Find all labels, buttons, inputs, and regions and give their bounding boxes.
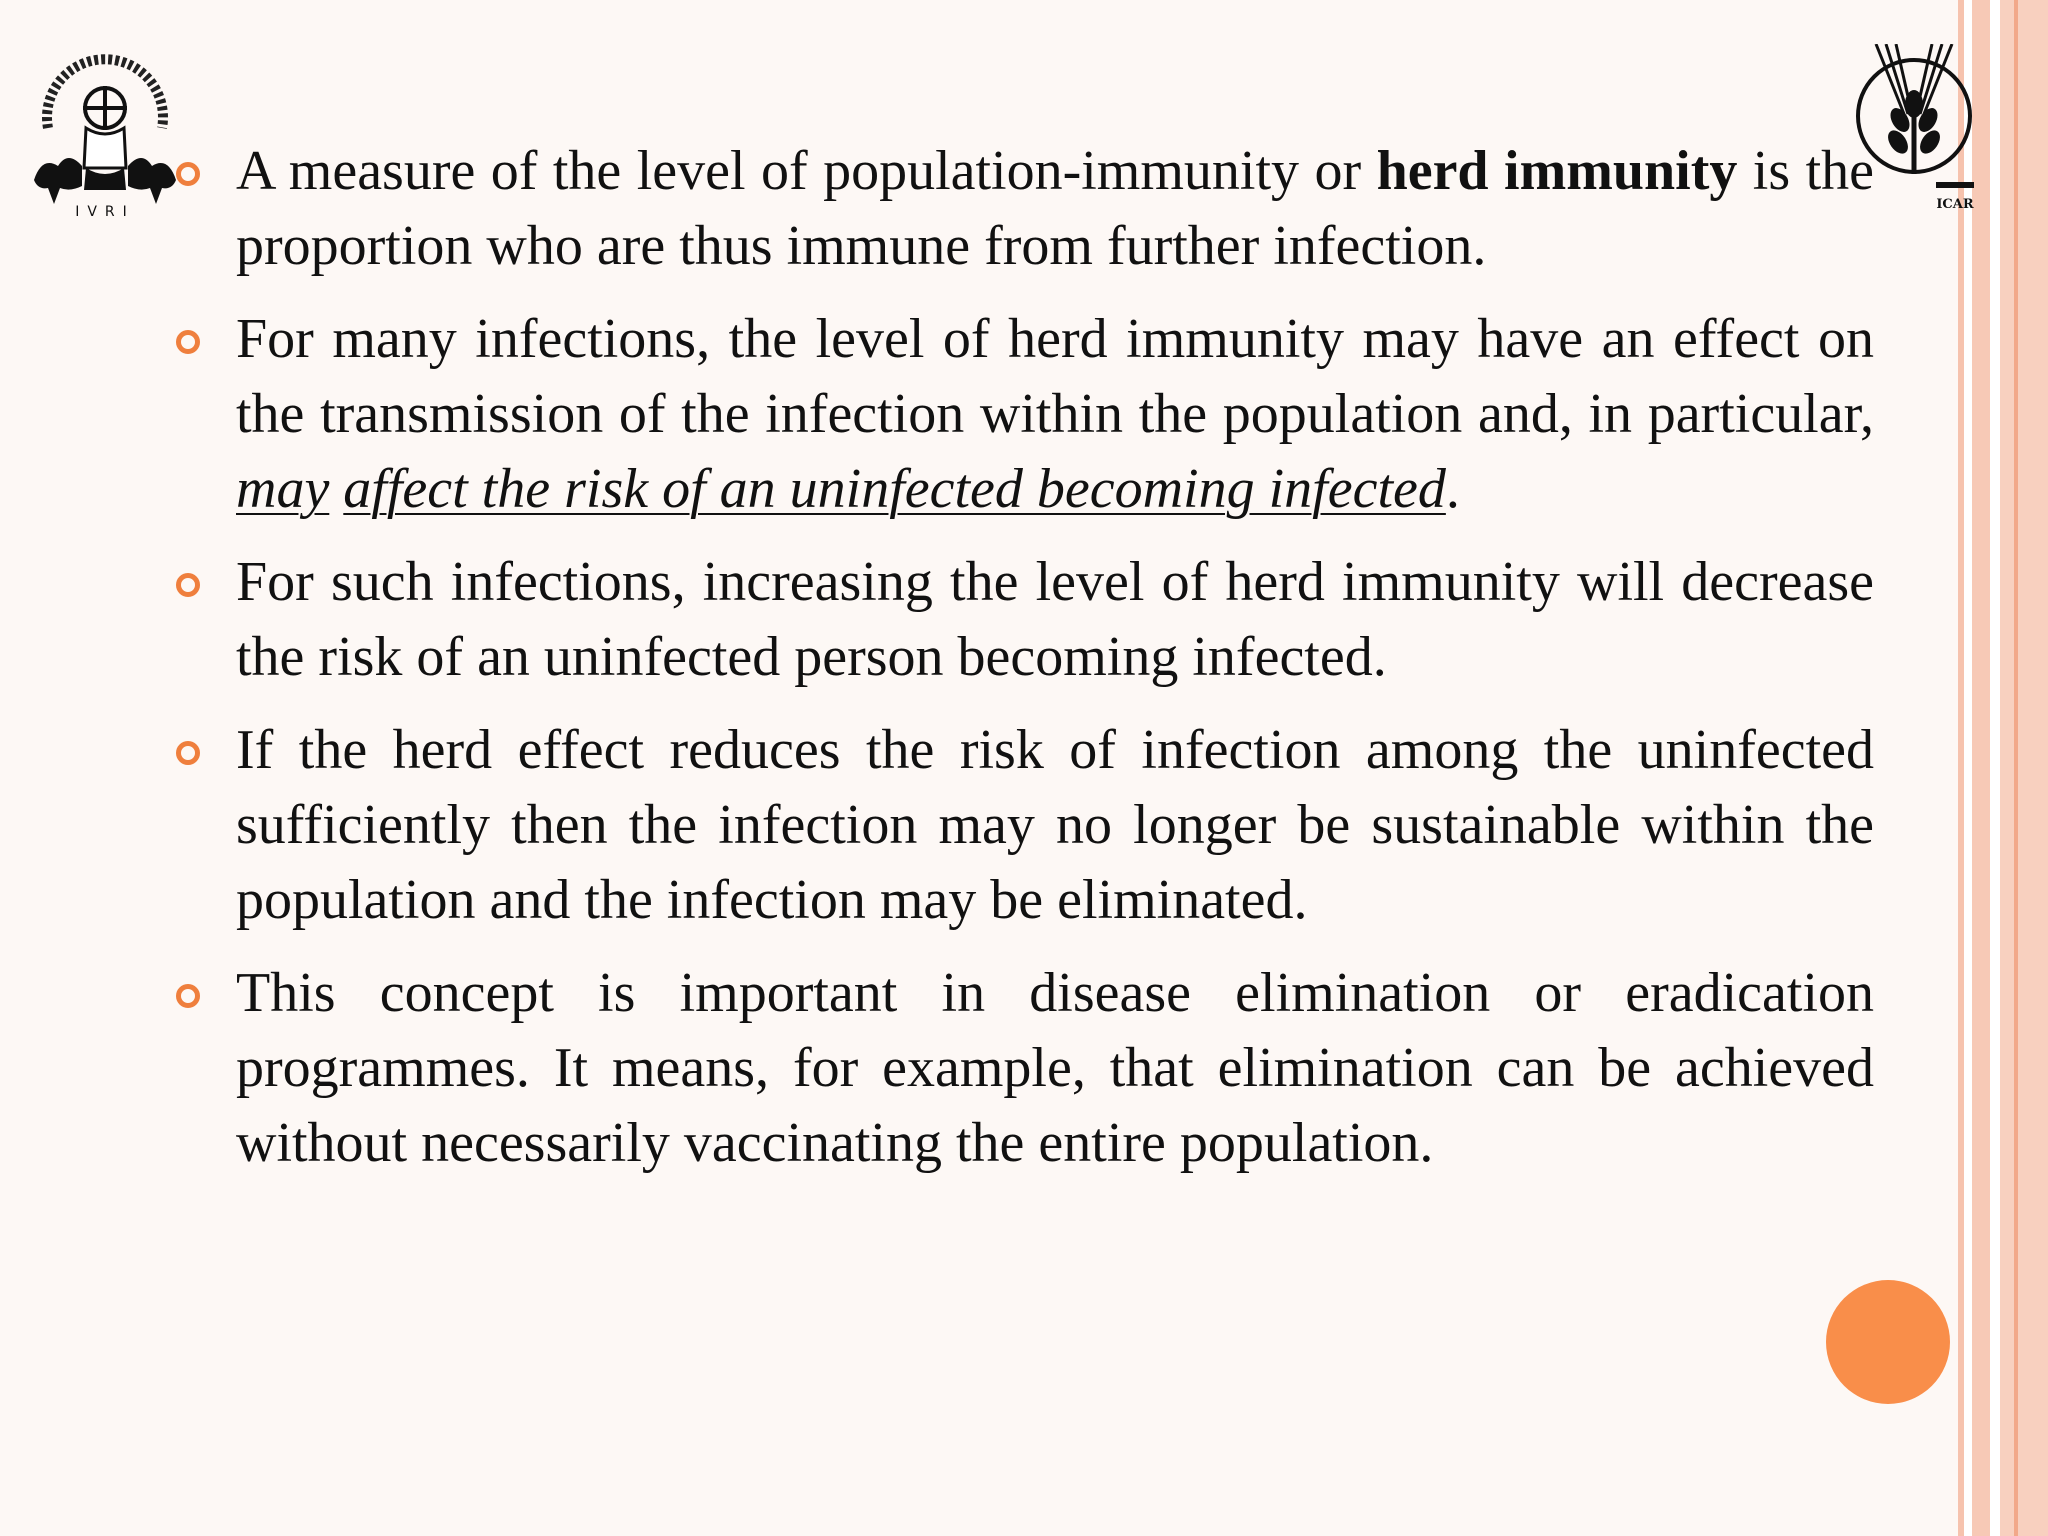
bullet-list [170,134,1874,1199]
bullet-item [170,545,1874,695]
bullet-text [236,134,1874,284]
text-run: A measure of the level of population-immunity or [236,140,1377,202]
bold-term: herd immunity [1376,140,1738,202]
bullet-text: This concept is important in disease elimination or eradication programmes. It means, for example, that elimination can be achieved without necessarily vaccinating the entire population. [236,962,1874,1174]
right-border-stripe [2014,0,2018,1536]
ring-bullet-icon [176,162,200,186]
right-border-stripe [2000,0,2048,1536]
text-run: is the proportion who are thus immune from further infection. [236,140,1875,277]
ring-bullet-icon [176,330,200,354]
right-border-stripe [1990,0,2000,1536]
icar-logo-caption: ICAR [1936,197,1974,212]
ring-bullet-icon [176,573,200,597]
bullet-item [170,302,1874,527]
text-run: For many infections, the level of herd immunity may have an effect on the transmission of the infection within the population and, in particular, [236,308,1874,445]
text-run [329,458,343,520]
bullet-text: If the herd effect reduces the risk of infection among the uninfected sufficiently then the infection may no longer be sustainable within the population and the infection may be eliminated. [236,719,1874,931]
bullet-item [170,956,1874,1181]
bullet-text: For such infections, increasing the level of herd immunity will decrease the risk of an uninfected person becoming infected. [236,551,1874,688]
bullet-item [170,134,1874,284]
emphasized-text: may [236,458,330,520]
ivri-logo-caption: IVRI [75,204,135,218]
text-run: . [1445,458,1460,520]
right-border-stripe [1964,0,1972,1536]
emphasized-text: affect the risk of an uninfected becoming infected [343,458,1446,520]
right-border-stripe [1972,0,1990,1536]
ring-bullet-icon [176,741,200,765]
ring-bullet-icon [176,984,200,1008]
bullet-text [236,302,1874,527]
decorative-circle [1826,1280,1950,1404]
ivri-logo [30,28,180,218]
bullet-item [170,713,1874,938]
